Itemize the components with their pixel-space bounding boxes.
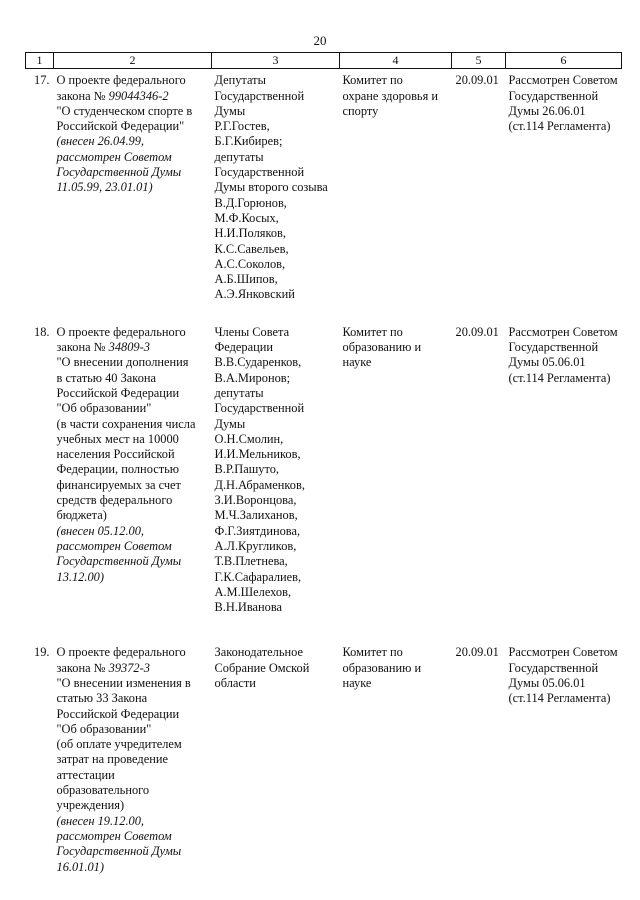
bill-title-line: Государственной Думы (56, 844, 182, 859)
bill-title-line: средств федерального (56, 493, 173, 508)
author-line: Депутаты (214, 73, 266, 88)
committee-cell (340, 321, 452, 616)
bill-title-line: Российской Федерации (56, 385, 180, 400)
bill-title-line: О проекте федерального (56, 645, 186, 660)
author-line: области (214, 675, 256, 690)
author-line: Федерации (214, 340, 274, 355)
committee-line: образованию и (342, 660, 422, 675)
bill-number: 99044346-2 (108, 88, 169, 103)
author-line: М.Ф.Косых, (214, 210, 279, 225)
result-line: Государственной (508, 660, 599, 675)
author-line: А.Э.Янковский (214, 287, 295, 302)
committee-line: науке (342, 355, 372, 370)
author-line: И.И.Мельников, (214, 447, 301, 462)
column-number: 5 (452, 53, 506, 69)
page-number: 20 (313, 33, 327, 48)
committee-line: науке (342, 675, 372, 690)
bill-number: 34809-3 (108, 340, 150, 355)
author-line: К.С.Савельев, (214, 241, 289, 256)
row-number: 17. (34, 73, 50, 88)
bill-title-line: (внесен 26.04.99, (56, 134, 145, 149)
bill-title-line: аттестации (56, 767, 115, 782)
result-line: (ст.114 Регламента) (508, 691, 611, 706)
column-number: 6 (506, 53, 622, 69)
bill-title-line: рассмотрен Советом (56, 538, 172, 553)
author-line: Члены Совета (214, 324, 290, 339)
committee-line: спорту (342, 103, 379, 118)
author-line: Ф.Г.Зиятдинова, (214, 523, 301, 538)
bill-title-line: затрат на проведение (56, 752, 168, 767)
column-number: 3 (212, 53, 340, 69)
committee-line: образованию и (342, 340, 422, 355)
result-cell (506, 69, 622, 303)
bill-authors-cell (212, 321, 340, 616)
bill-title-line: рассмотрен Советом (56, 828, 172, 843)
bill-title-line: Федерации, полностью (56, 462, 180, 477)
bill-title-line: О проекте федерального (56, 324, 186, 339)
author-line: Т.В.Плетнева, (214, 554, 288, 569)
author-line: В.Р.Пашуто, (214, 462, 280, 477)
bill-title-line: 16.01.01) (56, 859, 104, 874)
author-line: В.А.Миронов; (214, 370, 291, 385)
result-line: (ст.114 Регламента) (508, 370, 611, 385)
bill-title-line: 11.05.99, 23.01.01) (56, 180, 153, 195)
bill-title-cell (54, 321, 212, 616)
author-line: В.В.Сударенков, (214, 355, 302, 370)
row-spacer (26, 615, 622, 641)
column-number: 2 (54, 53, 212, 69)
committee-line: Комитет по (342, 324, 403, 339)
bill-title-line: образовательного (56, 783, 150, 798)
author-line: Р.Г.Гостев, (214, 119, 270, 134)
bill-title-line: закона № 99044346-2 (56, 88, 169, 103)
bill-title-line: (об оплате учредителем (56, 737, 182, 752)
result-line: Рассмотрен Советом (508, 324, 618, 339)
bill-title-line: Государственной Думы (56, 165, 182, 180)
author-line: А.Б.Шипов, (214, 272, 278, 287)
author-line: О.Н.Смолин, (214, 431, 284, 446)
column-number: 4 (340, 53, 452, 69)
bill-title-line: О проекте федерального (56, 73, 186, 88)
author-line: Н.И.Поляков, (214, 226, 286, 241)
table-body (26, 69, 622, 875)
author-line: В.Н.Иванова (214, 600, 283, 615)
author-line: В.Д.Горюнов, (214, 195, 287, 210)
result-line: (ст.114 Регламента) (508, 119, 611, 134)
result-line: Государственной (508, 340, 599, 355)
result-line: Думы 05.06.01 (508, 675, 586, 690)
author-line: Государственной (214, 401, 305, 416)
author-line: депутаты (214, 149, 264, 164)
result-line: Думы 05.06.01 (508, 355, 586, 370)
bill-title-cell (54, 69, 212, 303)
date-cell: 20.09.01 (455, 324, 499, 339)
bill-title-line: "О студенческом спорте в (56, 103, 193, 118)
author-line: З.И.Воронцова, (214, 493, 297, 508)
date-cell: 20.09.01 (455, 73, 499, 88)
result-line: Рассмотрен Советом (508, 73, 618, 88)
column-number-row (26, 53, 622, 69)
bill-title-cell (54, 641, 212, 874)
committee-line: Комитет по (342, 73, 403, 88)
result-line: Государственной (508, 88, 599, 103)
bill-authors-cell (212, 641, 340, 874)
committee-line: Комитет по (342, 645, 403, 660)
author-line: Думы (214, 416, 246, 431)
bills-table (25, 52, 622, 875)
author-line: А.Л.Кругликов, (214, 538, 297, 553)
author-line: Собрание Омской (214, 660, 310, 675)
table-row (26, 641, 622, 874)
bill-title-line: Российской Федерации" (56, 119, 185, 134)
author-line: Г.К.Сафаралиев, (214, 569, 302, 584)
bill-title-line: в статью 40 Закона (56, 370, 157, 385)
committee-line: охране здоровья и (342, 88, 438, 103)
bill-title-line: "Об образовании" (56, 401, 152, 416)
bill-title-line: Государственной Думы (56, 554, 182, 569)
author-line: Законодательное (214, 645, 303, 660)
table-row (26, 69, 622, 303)
bill-title-line: закона № 34809-3 (56, 340, 150, 355)
bill-title-line: "О внесении дополнения (56, 355, 189, 370)
table-row (26, 321, 622, 616)
result-line: Думы 26.06.01 (508, 103, 586, 118)
row-number: 18. (34, 324, 50, 339)
result-cell (506, 641, 622, 874)
bill-title-line: 13.12.00) (56, 569, 104, 584)
bill-title-line: "О внесении изменения в (56, 675, 191, 690)
row-spacer (26, 303, 622, 321)
bill-title-line: (внесен 05.12.00, (56, 523, 145, 538)
author-line: Государственной (214, 165, 305, 180)
bill-title-line: учебных мест на 10000 (56, 431, 179, 446)
bill-title-line: закона № 39372-3 (56, 660, 150, 675)
bill-title-line: Российской Федерации (56, 706, 180, 721)
column-number: 1 (26, 53, 54, 69)
row-number: 19. (34, 645, 50, 660)
committee-cell (340, 641, 452, 874)
author-line: А.С.Соколов, (214, 256, 286, 271)
author-line: М.Ч.Залиханов, (214, 508, 298, 523)
bill-title-line: статью 33 Закона (56, 691, 148, 706)
bill-title-line: населения Российской (56, 447, 175, 462)
bill-title-line: (в части сохранения числа (56, 416, 196, 431)
bill-number: 39372-3 (108, 660, 150, 675)
author-line: Думы (214, 103, 246, 118)
bill-title-line: (внесен 19.12.00, (56, 813, 145, 828)
date-cell: 20.09.01 (455, 645, 499, 660)
author-line: депутаты (214, 385, 264, 400)
bill-title-line: рассмотрен Советом (56, 149, 172, 164)
bill-title-line: финансируемых за счет (56, 477, 181, 492)
bill-title-line: бюджета) (56, 508, 107, 523)
author-line: А.М.Шелехов, (214, 584, 292, 599)
author-line: Государственной (214, 88, 305, 103)
committee-cell (340, 69, 452, 303)
author-line: Думы второго созыва (214, 180, 328, 195)
result-line: Рассмотрен Советом (508, 645, 618, 660)
author-line: Д.Н.Абраменков, (214, 477, 305, 492)
author-line: Б.Г.Кибирев; (214, 134, 283, 149)
bill-title-line: учреждения) (56, 798, 125, 813)
bill-title-line: "Об образовании" (56, 721, 152, 736)
bill-authors-cell (212, 69, 340, 303)
result-cell (506, 321, 622, 616)
